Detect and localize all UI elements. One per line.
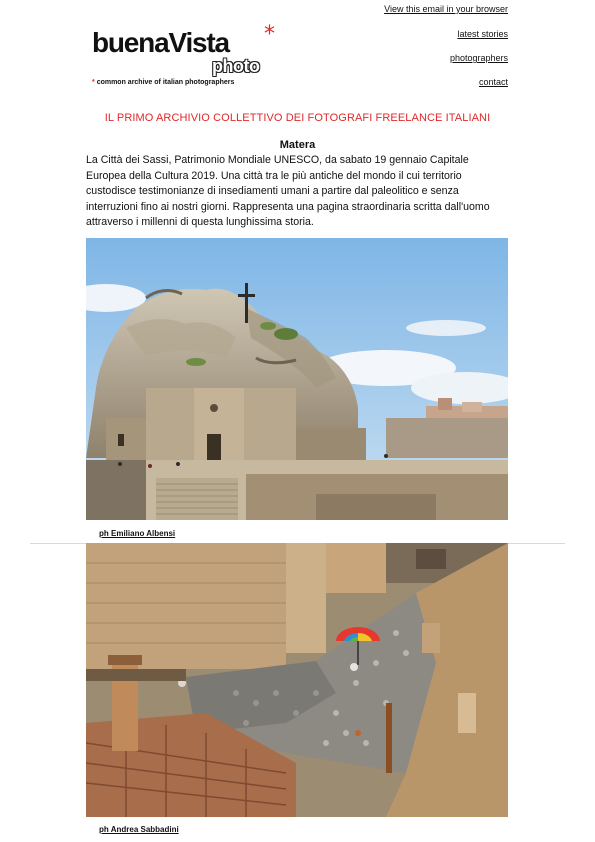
photo-credit-sabbadini[interactable]: ph Andrea Sabbadini <box>99 825 179 834</box>
buenavista-logo[interactable] <box>92 22 282 90</box>
nav-photographers-link[interactable]: photographers <box>449 53 508 63</box>
logo-photo-word: photo <box>212 56 260 76</box>
logo-star-icon: * <box>264 22 275 47</box>
view-in-browser-link[interactable]: View this email in your browser <box>384 4 508 14</box>
photo-credit-albensi[interactable]: ph Emiliano Albensi <box>99 529 176 538</box>
logo-wordmark: buenaVista <box>92 27 229 58</box>
photo-matera-courtyard[interactable] <box>86 543 508 817</box>
photo-matera-rock-church[interactable] <box>86 238 508 520</box>
article-title: Matera <box>279 139 316 151</box>
photo-1-illustration <box>86 238 508 520</box>
article-body: La Città dei Sassi, Patrimonio Mondiale UNESCO, da sabato 19 gennaio Capitale Europea della Cultura 2019. Una città tra le più antiche del mondo il cui territorio custodisce testimonianze di insediamenti umani a partire dal paleolitico e senza interruzioni fino ai nostri giorni. Rappresenta una pagina straordinaria scritta dall'uomo attraverso i millenni di questa lunghissima storia. <box>86 154 490 228</box>
nav-contact-link[interactable]: contact <box>478 77 508 87</box>
nav-latest-stories-link[interactable]: latest stories <box>457 29 508 39</box>
photo-2-illustration <box>86 543 508 817</box>
newsletter-headline: IL PRIMO ARCHIVIO COLLETTIVO DEI FOTOGRAFI FREELANCE ITALIANI <box>104 112 491 124</box>
logo-tagline: * common archive of italian photographers <box>92 79 235 86</box>
